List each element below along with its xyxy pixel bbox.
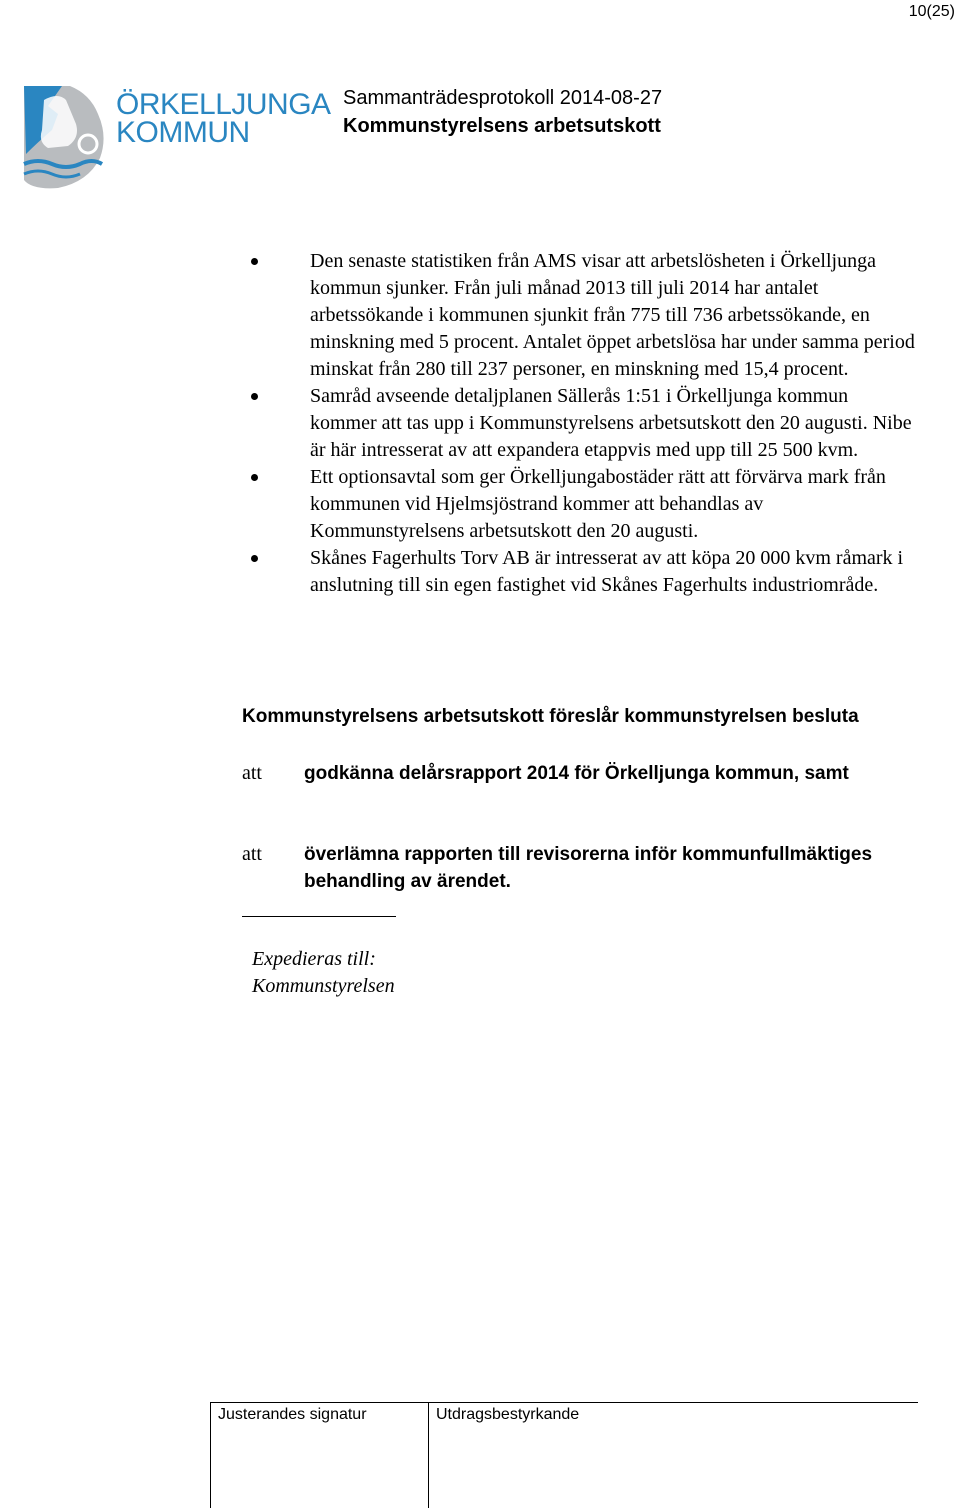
- footer-divider: [428, 1402, 429, 1508]
- decision-prefix: att: [242, 843, 262, 865]
- decision-prefix: att: [242, 762, 262, 784]
- bullet-icon: [251, 555, 258, 562]
- footer-divider: [210, 1402, 211, 1508]
- bullet-text: Samråd avseende detaljplanen Sällerås 1:51 i Örkelljunga kommun kommer att tas upp i Kommunstyrelsens arbetsutskott den 20 augusti. Nibe är här intresserat av att expandera etappvis med upp till 25 500 kvm.: [310, 385, 912, 461]
- bullet-list: [248, 248, 918, 599]
- distribution-recipient: Kommunstyrelsen: [252, 975, 395, 997]
- bell-emblem-icon: [18, 84, 114, 190]
- bullet-text: Ett optionsavtal som ger Örkelljungabostäder rätt att förvärva mark från kommunen vid Hjelmsjöstrand kommer att behandlas av Kommunstyrelsens arbetsutskott den 20 augusti.: [310, 466, 886, 542]
- decision-text: överlämna rapporten till revisorerna inför kommunfullmäktiges behandling av ärendet.: [304, 844, 873, 892]
- logo-text-line1: ÖRKELLJUNGA: [116, 88, 331, 121]
- footer-certification-label: Utdragsbestyrkande: [436, 1406, 580, 1423]
- municipality-logo: [18, 84, 331, 190]
- distribution-note: [252, 946, 395, 1000]
- decision-item: [242, 760, 882, 787]
- bullet-icon: [251, 474, 258, 481]
- separator-line: [242, 916, 396, 917]
- bullet-text: Den senaste statistiken från AMS visar att arbetslösheten i Örkelljunga kommun sjunker. Från juli månad 2013 till juli 2014 har antalet arbetssökande i kommunen sjunkit från 775 till 736 arbetssökande, en minskning med 5 procent. Antalet öppet arbetslösa har under samma period minskat från 280 till 237 personer, en minskning med 15,4 procent.: [310, 250, 915, 380]
- distribution-label: Expedieras till:: [252, 948, 376, 970]
- bullet-item: [248, 545, 918, 599]
- bullet-item: [248, 464, 918, 545]
- bullet-text: Skånes Fagerhults Torv AB är intresserat av att köpa 20 000 kvm råmark i anslutning till sin egen fastighet vid Skånes Fagerhults industriområde.: [310, 547, 904, 596]
- document-subtitle: Kommunstyrelsens arbetsutskott: [343, 115, 661, 137]
- page-number: 10(25): [908, 3, 955, 20]
- bullet-icon: [251, 258, 258, 265]
- bullet-item: [248, 383, 918, 464]
- document-header: [343, 84, 662, 140]
- decision-heading: Kommunstyrelsens arbetsutskott föreslår kommunstyrelsen besluta: [242, 706, 859, 727]
- decision-item: [242, 841, 882, 895]
- bullet-icon: [251, 393, 258, 400]
- logo-text-line2: KOMMUN: [116, 116, 250, 149]
- decision-text: godkänna delårsrapport 2014 för Örkelljunga kommun, samt: [304, 763, 849, 784]
- bullet-item: [248, 248, 918, 383]
- document-title: Sammanträdesprotokoll 2014-08-27: [343, 87, 663, 109]
- footer-rule: [210, 1402, 918, 1403]
- footer-signature-label: Justerandes signatur: [218, 1406, 367, 1423]
